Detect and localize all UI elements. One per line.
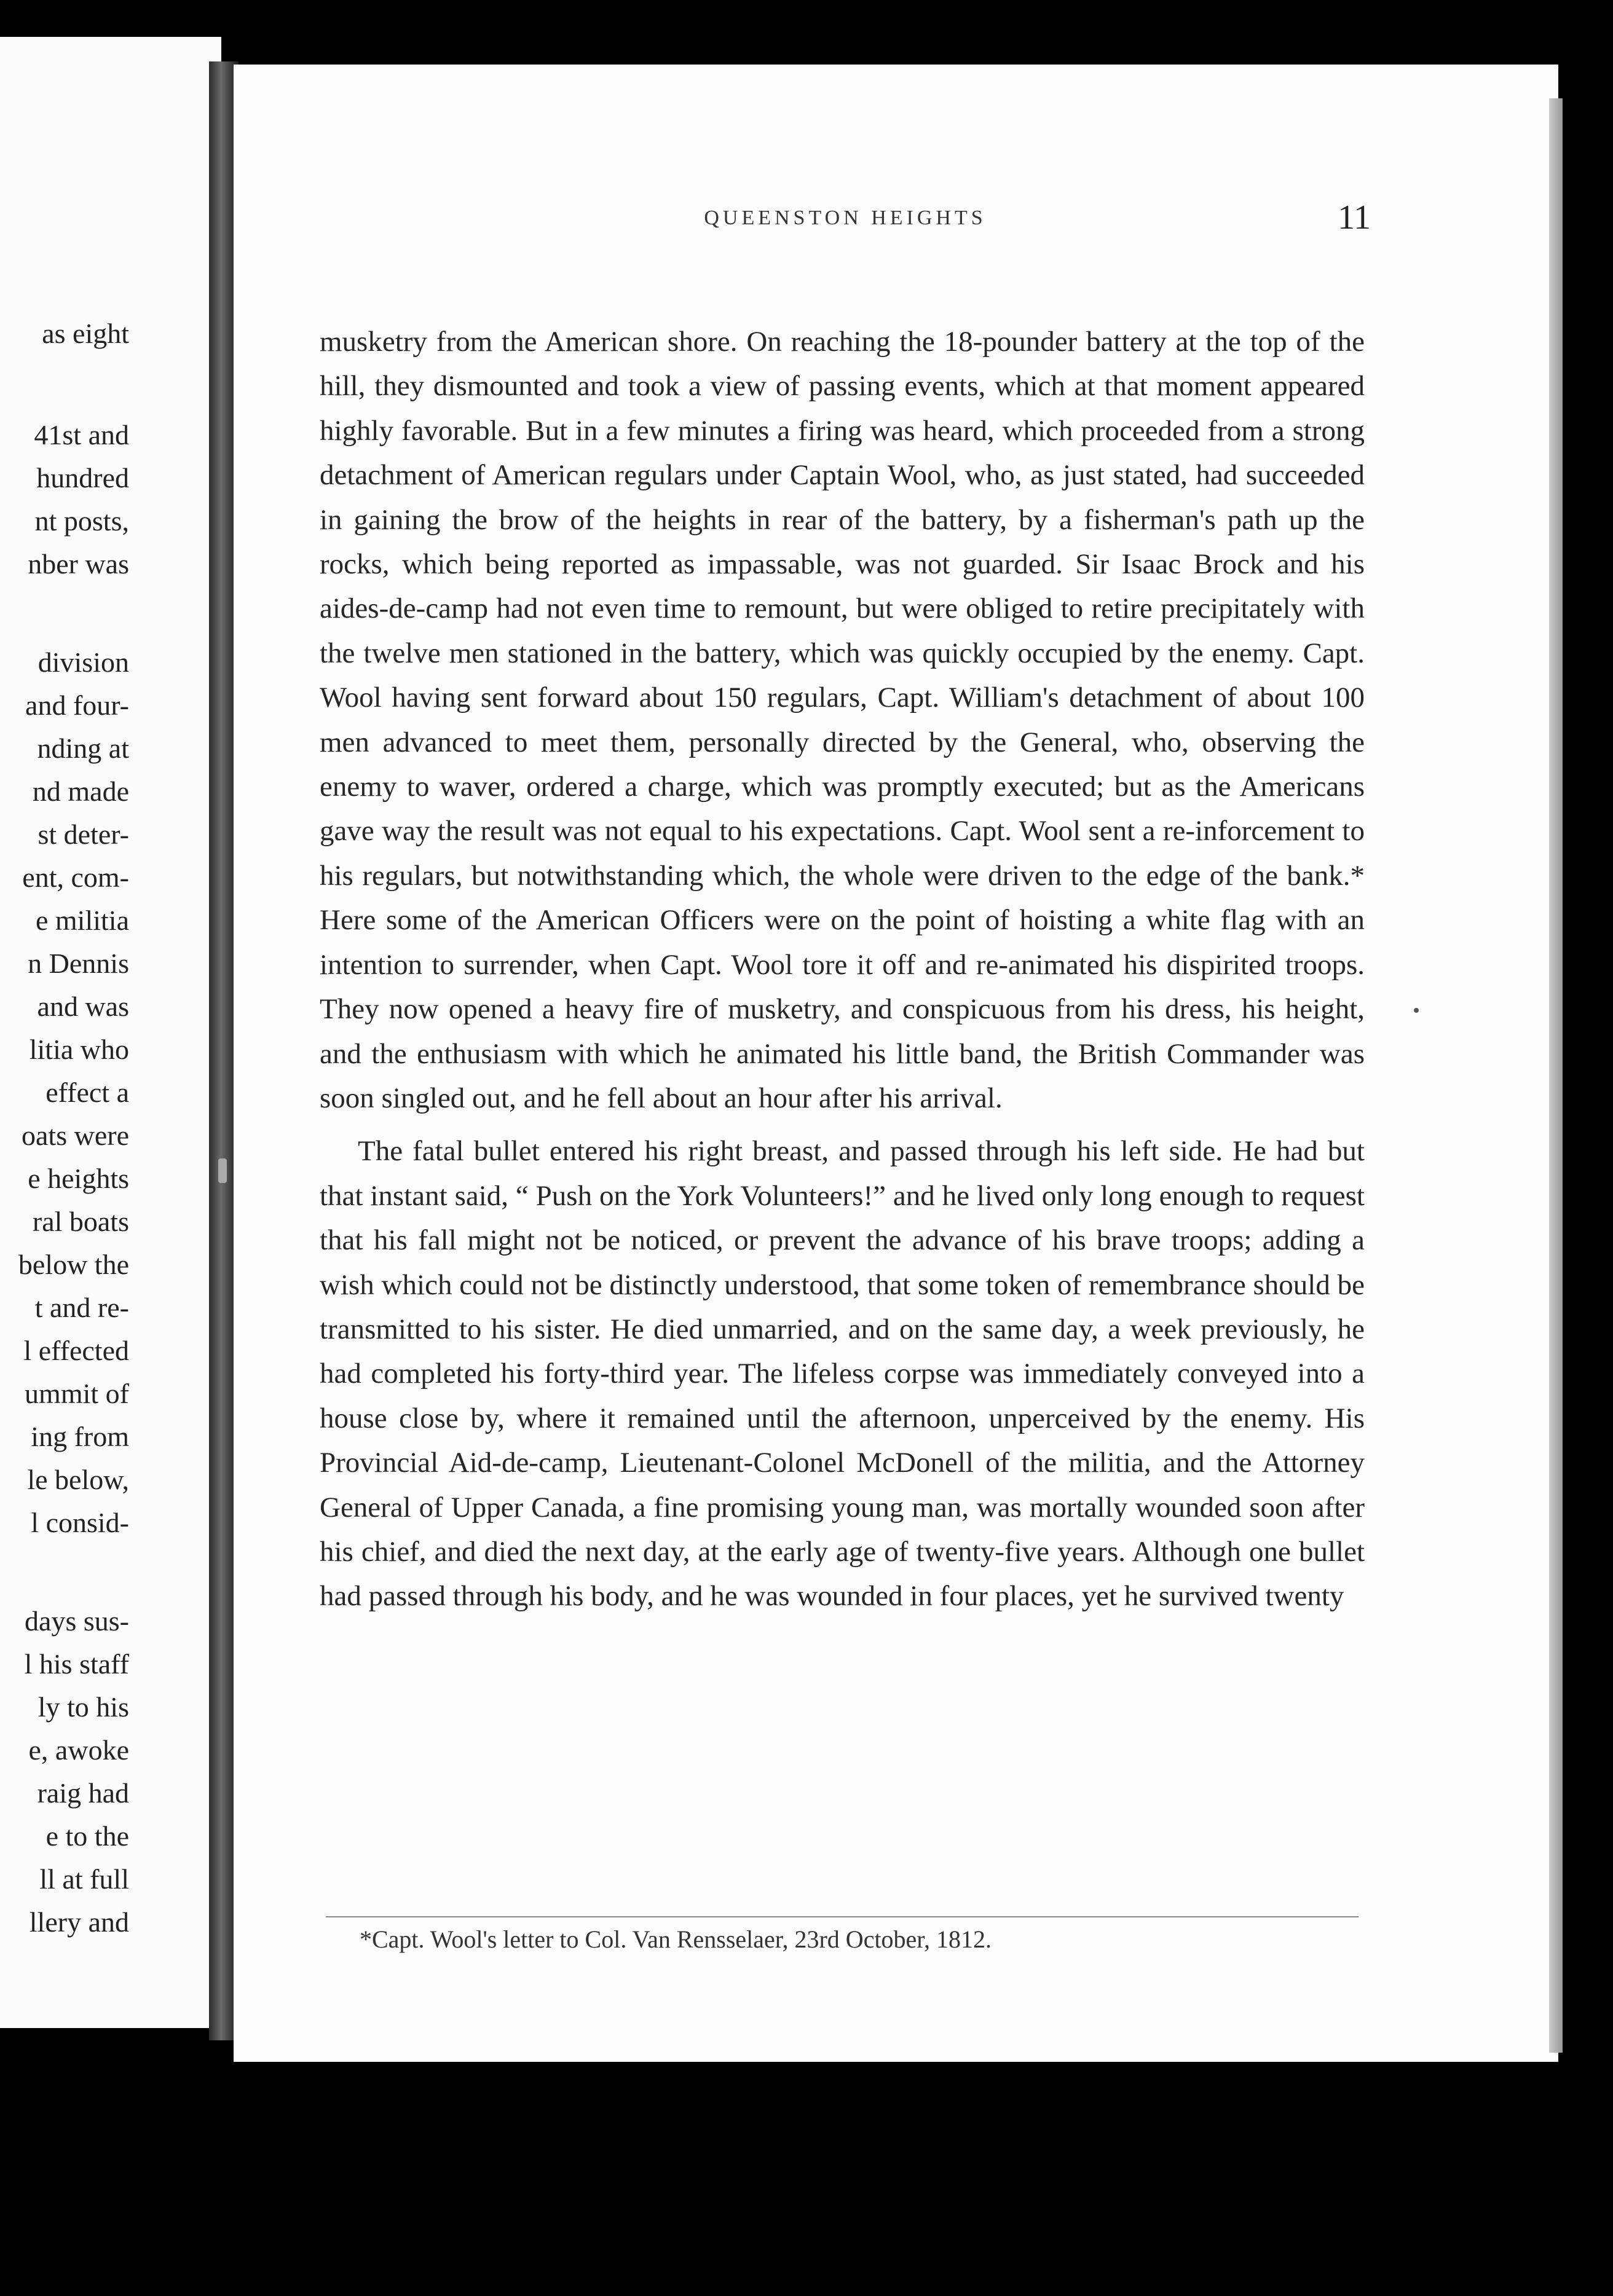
left-page-fragment: as eight	[42, 318, 129, 349]
left-page-fragment: effect a	[45, 1077, 129, 1108]
scan-speck	[218, 1158, 227, 1183]
left-page-fragment: litia who	[29, 1034, 129, 1065]
left-page-fragment: ll at full	[39, 1863, 129, 1895]
left-page-fragment: l consid-	[31, 1507, 129, 1538]
running-head	[320, 192, 1371, 241]
left-page-fragment: ummit of	[25, 1378, 129, 1409]
running-head-title: QUEENSTON HEIGHTS	[704, 206, 987, 229]
left-facing-page	[0, 37, 221, 2028]
left-page-fragment: ly to his	[37, 1691, 129, 1723]
left-page-fragment: nt posts,	[34, 505, 129, 537]
left-page-fragment: e heights	[28, 1163, 129, 1194]
footnote: *Capt. Wool's letter to Col. Van Rensselaer, 23rd October, 1812.	[360, 1925, 992, 1953]
page-number: 11	[1338, 199, 1371, 237]
left-page-fragment: llery and	[29, 1906, 129, 1938]
paragraph-1: musketry from the American shore. On reaching the 18-pounder battery at the top of the hill, they dismounted and took a view of passing events, which at that moment appeared highly favorable. But in a few minutes a firing was heard, which proceeded from a strong detachment of American regulars under Captain Wool, who, as just stated, had succeeded in gaining the brow of the heights in rear of the battery, by a fisherman's path up the rocks, which being reported as impassable, was not guarded. Sir Isaac Brock and his aides-de-camp had not even time to remount, but were obliged to retire precipitately with the twelve men stationed in the battery, which was quickly occupied by the enemy. Capt. Wool having sent forward about 150 regulars, Capt. William's detachment of about 100 men advanced to meet them, personally directed by the General, who, observing the enemy to waver, ordered a charge, which was promptly executed; but as the Americans gave way the result was not equal to his expectations. Capt. Wool sent a re-inforcement to his regulars, but notwithstanding which, the whole were driven to the edge of the bank.* Here some of the American Officers were on the point of hoisting a white flag with an intention to surrender, when Capt. Wool tore it off and re-animated his dispirited troops. They now opened a heavy fire of musketry, and conspicuous from his dress, his height, and the enthusiasm with which he animated his little band, the British Commander was soon singled out, and he fell about an hour after his arrival.	[320, 326, 1365, 1114]
scan-speck	[1414, 1008, 1419, 1013]
left-page-fragment: ent, com-	[22, 862, 129, 893]
left-page-fragment: division	[37, 647, 129, 678]
left-page-fragment: t and re-	[34, 1292, 129, 1323]
left-page-fragment: ing from	[31, 1421, 129, 1452]
left-page-fragment: st deter-	[37, 819, 129, 850]
left-page-fragment: and four-	[25, 690, 129, 721]
left-page-fragment: e, awoke	[28, 1734, 129, 1766]
paragraph-2: The fatal bullet entered his right breast, and passed through his left side. He had but that instant said, “ Push on the York Volunteers!” and he lived only long enough to request that his fall might not be noticed, or prevent the advance of his brave troops; adding a wish which could not be distinctly understood, that some token of remembrance should be transmitted to his sister. He died unmarried, and on the same day, a week previously, he had completed his forty-third year. The lifeless corpse was immediately conveyed into a house close by, where it remained until the afternoon, unperceived by the enemy. His Provincial Aid-de-camp, Lieutenant-Colonel McDonell of the militia, and the Attorney General of Upper Canada, a fine promising young man, was mortally wounded soon after his chief, and died the next day, at the early age of twenty-five years. Although one bullet had passed through his body, and he was wounded in four places, yet he survived twenty	[320, 1135, 1365, 1613]
left-page-fragment: days sus-	[25, 1605, 129, 1637]
left-page-fragment: n Dennis	[28, 948, 129, 979]
body-text	[320, 320, 1365, 1619]
left-page-fragment: nber was	[28, 548, 129, 580]
left-page-fragment: l effected	[23, 1335, 129, 1366]
left-page-fragment: oats were	[22, 1120, 129, 1151]
left-page-fragment: e militia	[35, 905, 129, 936]
left-page-fragment: raig had	[37, 1777, 129, 1809]
footnote-rule	[326, 1916, 1359, 1917]
page-edge	[1549, 98, 1563, 2053]
left-page-fragment: e to the	[45, 1820, 129, 1852]
left-page-fragment: 41st and	[34, 419, 129, 450]
left-page-fragment: below the	[18, 1249, 129, 1280]
left-page-fragment: le below,	[27, 1464, 129, 1495]
left-page-fragment: l his staff	[24, 1648, 129, 1680]
left-page-fragment: ral boats	[32, 1206, 129, 1237]
left-page-fragment: and was	[37, 991, 129, 1022]
left-page-fragment: nding at	[37, 733, 129, 764]
left-page-text-fragments	[0, 37, 221, 2028]
left-page-fragment: hundred	[36, 462, 129, 493]
left-page-fragment: nd made	[32, 776, 129, 807]
